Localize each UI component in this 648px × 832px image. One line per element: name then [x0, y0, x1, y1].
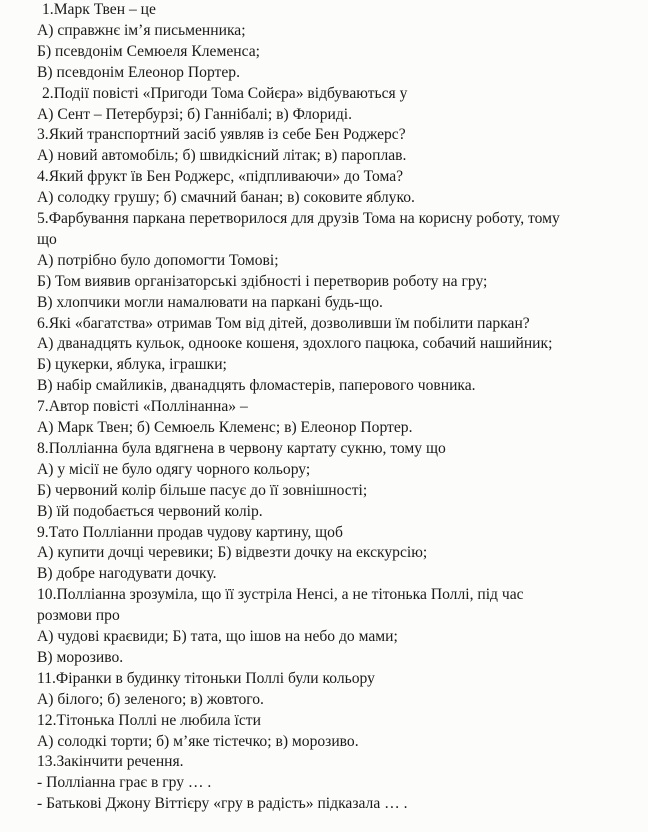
answer-line: А) чудові краєвиди; Б) тата, що ішов на небо до мами;	[37, 628, 398, 645]
question-12: 12.Тітонька Поллі не любила їсти	[37, 711, 261, 729]
answer-line: Б) червоний колір більше пасує до її зовнішності;	[37, 481, 368, 499]
question-2: 2.Події повісті «Пригоди Тома Сойєра» відбуваються у	[42, 84, 408, 102]
answer-line: А) справжнє ім’я письменника;	[37, 21, 246, 39]
question-8: 8.Полліанна була вдягнена в червону картату сукню, тому що	[37, 439, 446, 457]
question-3: 3.Який транспортний засіб уявляв із себе Бен Роджерс?	[37, 126, 406, 144]
question-11: 11.Фіранки в будинку тітоньки Поллі були кольору	[37, 669, 375, 687]
answer-line: А) новий автомобіль; б) швидкісний літак; в) пароплав.	[37, 147, 407, 165]
answer-line: В) псевдонім Елеонор Портер.	[37, 63, 240, 81]
answer-line: А) Сент – Петербурзі; б) Ганнібалі; в) Флориді.	[37, 105, 352, 123]
question-5-continuation: що	[37, 230, 57, 248]
answer-line: Б) цукерки, яблука, іграшки;	[37, 356, 227, 374]
answer-line: А) у місії не було одягу чорного кольору;	[37, 460, 311, 478]
question-1: 1.Марк Твен – це	[42, 1, 156, 18]
answer-line: А) солодкі торти; б) м’яке тістечко; в) морозиво.	[37, 732, 359, 750]
answer-line: А) білого; б) зеленого; в) жовтого.	[37, 690, 264, 708]
question-9: 9.Тато Полліанни продав чудову картину, щоб	[37, 523, 343, 541]
question-10-continuation: розмови про	[37, 607, 120, 625]
question-13: 13.Закінчити речення.	[37, 753, 184, 771]
answer-line: В) хлопчики могли намалювати на паркані будь-що.	[37, 293, 383, 311]
answer-line: А) солодку грушу; б) смачний банан; в) соковите яблуко.	[37, 189, 415, 207]
question-10: 10.Полліанна зрозуміла, що її зустріла Ненсі, а не тітонька Поллі, під час	[37, 586, 524, 604]
question-7: 7.Автор повісті «Поллінанна» –	[37, 398, 248, 416]
answer-line: Б) псевдонім Семюеля Клеменса;	[37, 42, 260, 60]
answer-line: В) їй подобається червоний колір.	[37, 502, 263, 520]
answer-line: А) купити дочці черевики; Б) відвезти дочку на екскурсію;	[37, 544, 428, 562]
sentence-line: - Полліанна грає в гру … .	[37, 774, 212, 792]
sentence-line: - Батькові Джону Віттієру «гру в радість» підказала … .	[37, 795, 408, 813]
answer-line: В) добре нагодувати дочку.	[37, 565, 217, 583]
question-6: 6.Які «багатства» отримав Том від дітей, дозволивши їм побілити паркан?	[37, 314, 530, 332]
question-4: 4.Який фрукт їв Бен Роджерс, «підпливаючи» до Тома?	[37, 168, 404, 186]
answer-line: А) дванадцять кульок, одноокe кошеня, здохлого пацюка, собачий нашийник;	[37, 335, 553, 353]
answer-line: В) морозиво.	[37, 648, 124, 666]
answer-line: А) потрібно було допомогти Томові;	[37, 251, 279, 269]
answer-line: Б) Том виявив організаторські здібності і перетворив роботу на гру;	[37, 272, 488, 290]
answer-line: В) набір смайликів, дванадцять фломастерів, паперового човника.	[37, 377, 476, 395]
answer-line: А) Марк Твен; б) Семюель Клеменс; в) Елеонор Портер.	[37, 419, 413, 436]
question-5: 5.Фарбування паркана перетворилося для друзів Тома на корисну роботу, тому	[37, 210, 560, 227]
